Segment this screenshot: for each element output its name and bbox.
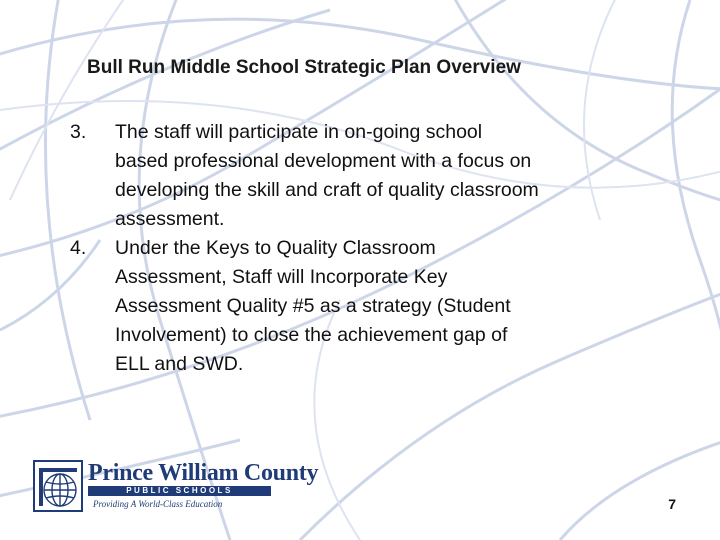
item-text-line: assessment.: [115, 208, 225, 230]
item-text-line: based professional development with a focus on: [115, 150, 532, 172]
slide-title: Bull Run Middle School Strategic Plan Overview: [87, 57, 521, 78]
globe-icon: [33, 460, 83, 512]
item-number: 3.: [70, 121, 87, 143]
logo-tagline: Providing A World-Class Education: [93, 499, 223, 509]
item-text: [115, 234, 655, 379]
item-number: 4.: [70, 237, 87, 259]
item-text-line: ELL and SWD.: [115, 353, 244, 375]
pwcs-logo: [33, 458, 319, 514]
item-text-line: Assessment, Staff will Incorporate Key: [115, 266, 448, 288]
list-item: [70, 118, 670, 234]
logo-title: Prince William County: [88, 460, 319, 486]
item-text-line: Assessment Quality #5 as a strategy (Student: [115, 295, 511, 317]
item-text-line: Involvement) to close the achievement gap of: [115, 324, 508, 346]
item-text-line: The staff will participate in on-going school: [115, 121, 483, 143]
plan-item-list: [70, 118, 670, 379]
page-number: 7: [668, 496, 676, 512]
item-text-line: Under the Keys to Quality Classroom: [115, 237, 436, 259]
item-text: [115, 118, 655, 234]
list-item: [70, 234, 670, 379]
logo-subtitle: PUBLIC SCHOOLS: [88, 486, 271, 496]
item-text-line: developing the skill and craft of quality classroom: [115, 179, 539, 201]
